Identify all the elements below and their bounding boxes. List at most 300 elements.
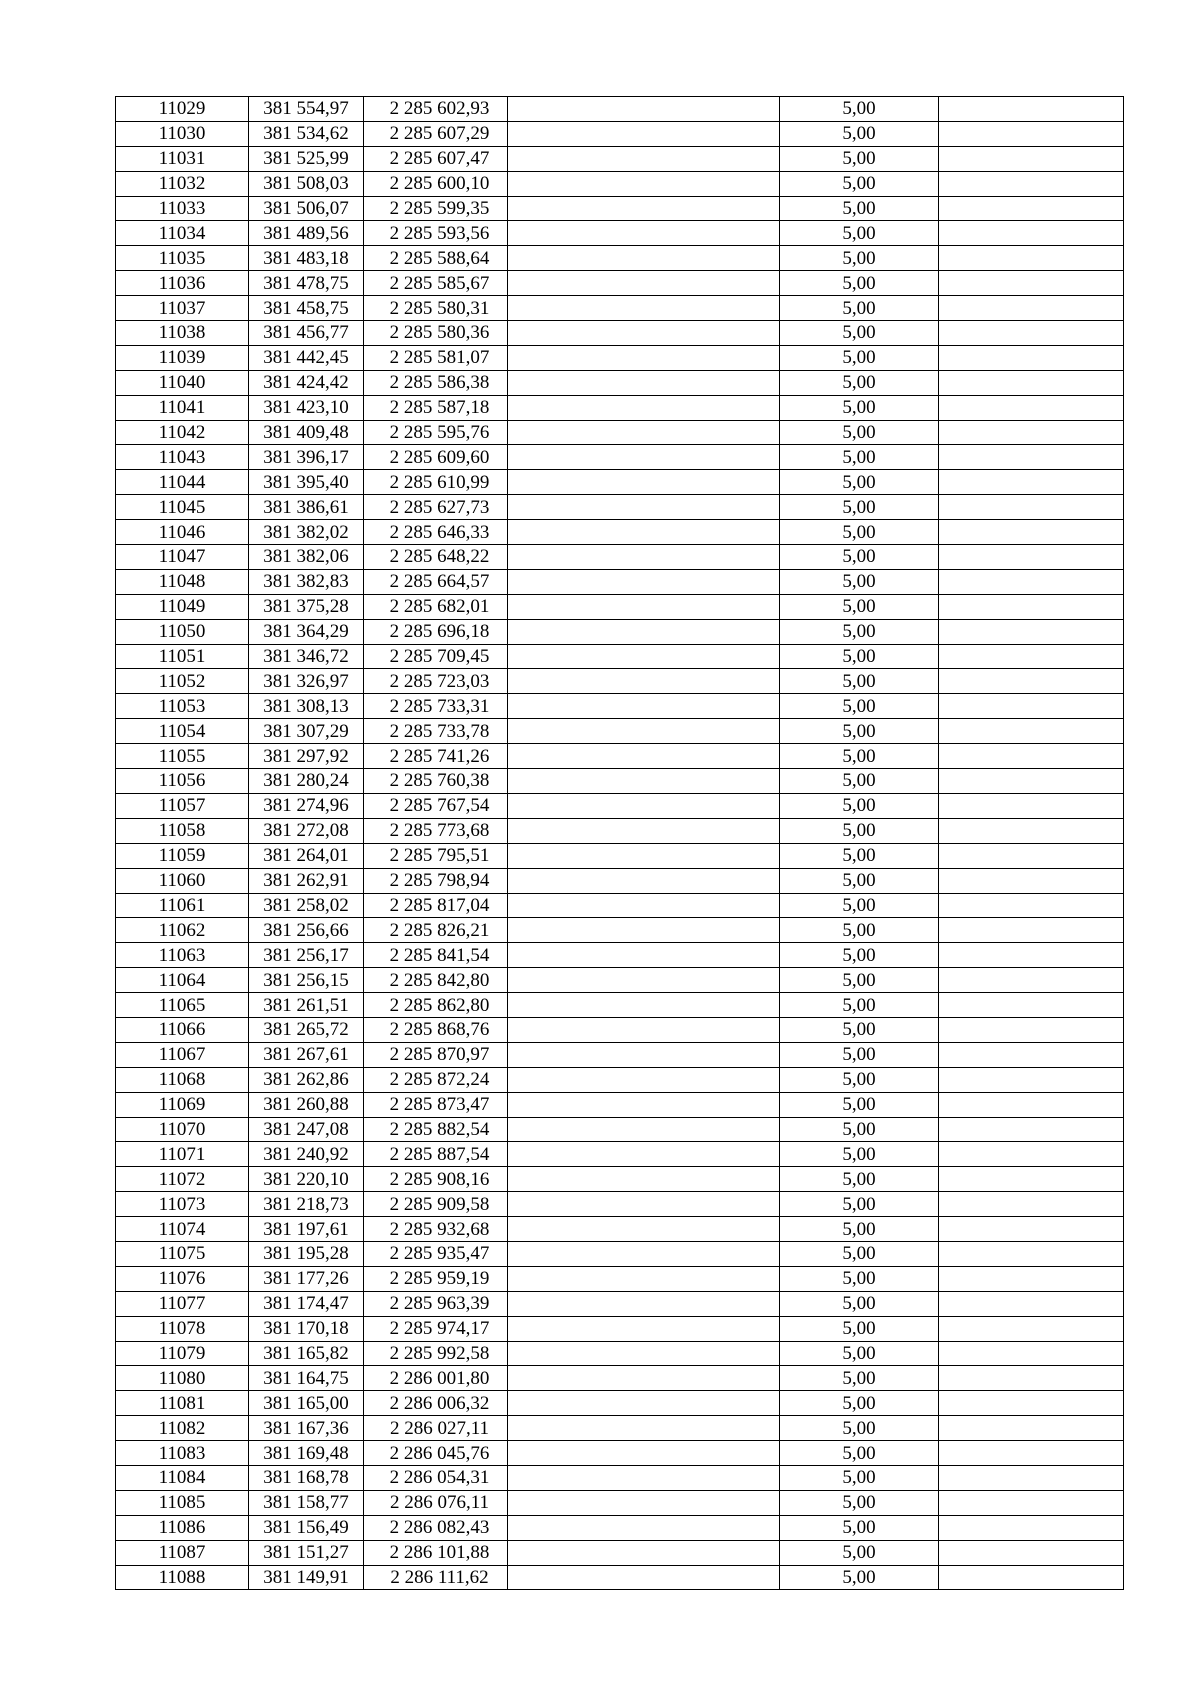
y-coordinate-cell: 2 285 586,38 — [364, 370, 508, 395]
y-coordinate-cell: 2 285 602,93 — [364, 97, 508, 122]
point-number-cell: 11058 — [116, 818, 249, 843]
y-coordinate-cell: 2 285 868,76 — [364, 1017, 508, 1042]
blank-cell — [939, 97, 1124, 122]
blank-cell — [939, 470, 1124, 495]
blank-cell — [939, 1391, 1124, 1416]
table-row — [116, 893, 1124, 918]
blank-cell — [508, 520, 780, 545]
point-number-cell: 11038 — [116, 321, 249, 346]
blank-cell — [939, 968, 1124, 993]
x-coordinate-cell: 381 382,83 — [249, 569, 364, 594]
table-row — [116, 97, 1124, 122]
table-row — [116, 221, 1124, 246]
point-number-cell: 11080 — [116, 1366, 249, 1391]
blank-cell — [508, 1490, 780, 1515]
blank-cell — [939, 196, 1124, 221]
blank-cell — [939, 370, 1124, 395]
value-cell: 5,00 — [780, 321, 939, 346]
y-coordinate-cell: 2 285 580,36 — [364, 321, 508, 346]
point-number-cell: 11081 — [116, 1391, 249, 1416]
x-coordinate-cell: 381 375,28 — [249, 594, 364, 619]
point-number-cell: 11053 — [116, 694, 249, 719]
table-row — [116, 1142, 1124, 1167]
x-coordinate-cell: 381 220,10 — [249, 1167, 364, 1192]
blank-cell — [508, 1465, 780, 1490]
point-number-cell: 11067 — [116, 1042, 249, 1067]
blank-cell — [939, 395, 1124, 420]
blank-cell — [939, 993, 1124, 1018]
table-row — [116, 1092, 1124, 1117]
table-row — [116, 121, 1124, 146]
table-row — [116, 1366, 1124, 1391]
value-cell: 5,00 — [780, 97, 939, 122]
table-row — [116, 1565, 1124, 1590]
value-cell: 5,00 — [780, 470, 939, 495]
value-cell: 5,00 — [780, 1241, 939, 1266]
table-row — [116, 271, 1124, 296]
value-cell: 5,00 — [780, 1465, 939, 1490]
table-row — [116, 594, 1124, 619]
point-number-cell: 11034 — [116, 221, 249, 246]
point-number-cell: 11051 — [116, 644, 249, 669]
y-coordinate-cell: 2 285 862,80 — [364, 993, 508, 1018]
x-coordinate-cell: 381 260,88 — [249, 1092, 364, 1117]
y-coordinate-cell: 2 285 607,47 — [364, 146, 508, 171]
y-coordinate-cell: 2 285 733,78 — [364, 719, 508, 744]
x-coordinate-cell: 381 274,96 — [249, 793, 364, 818]
blank-cell — [508, 818, 780, 843]
x-coordinate-cell: 381 164,75 — [249, 1366, 364, 1391]
blank-cell — [508, 171, 780, 196]
value-cell: 5,00 — [780, 545, 939, 570]
blank-cell — [508, 1042, 780, 1067]
y-coordinate-cell: 2 285 648,22 — [364, 545, 508, 570]
x-coordinate-cell: 381 489,56 — [249, 221, 364, 246]
blank-cell — [939, 1017, 1124, 1042]
blank-cell — [939, 420, 1124, 445]
x-coordinate-cell: 381 177,26 — [249, 1266, 364, 1291]
y-coordinate-cell: 2 286 111,62 — [364, 1565, 508, 1590]
y-coordinate-cell: 2 285 581,07 — [364, 345, 508, 370]
blank-cell — [939, 1266, 1124, 1291]
x-coordinate-cell: 381 396,17 — [249, 445, 364, 470]
value-cell: 5,00 — [780, 1142, 939, 1167]
table-row — [116, 1192, 1124, 1217]
x-coordinate-cell: 381 326,97 — [249, 669, 364, 694]
point-number-cell: 11064 — [116, 968, 249, 993]
x-coordinate-cell: 381 458,75 — [249, 296, 364, 321]
y-coordinate-cell: 2 285 607,29 — [364, 121, 508, 146]
value-cell: 5,00 — [780, 1391, 939, 1416]
y-coordinate-cell: 2 285 826,21 — [364, 918, 508, 943]
blank-cell — [939, 1142, 1124, 1167]
value-cell: 5,00 — [780, 918, 939, 943]
y-coordinate-cell: 2 285 887,54 — [364, 1142, 508, 1167]
value-cell: 5,00 — [780, 1316, 939, 1341]
blank-cell — [939, 1241, 1124, 1266]
blank-cell — [939, 893, 1124, 918]
blank-cell — [939, 1092, 1124, 1117]
y-coordinate-cell: 2 285 872,24 — [364, 1067, 508, 1092]
blank-cell — [508, 470, 780, 495]
blank-cell — [508, 793, 780, 818]
point-number-cell: 11042 — [116, 420, 249, 445]
blank-cell — [939, 1067, 1124, 1092]
x-coordinate-cell: 381 197,61 — [249, 1217, 364, 1242]
blank-cell — [939, 345, 1124, 370]
blank-cell — [508, 1565, 780, 1590]
table-row — [116, 619, 1124, 644]
value-cell: 5,00 — [780, 769, 939, 794]
blank-cell — [939, 1565, 1124, 1590]
point-number-cell: 11049 — [116, 594, 249, 619]
x-coordinate-cell: 381 525,99 — [249, 146, 364, 171]
x-coordinate-cell: 381 174,47 — [249, 1291, 364, 1316]
table-row — [116, 744, 1124, 769]
x-coordinate-cell: 381 256,15 — [249, 968, 364, 993]
point-number-cell: 11087 — [116, 1540, 249, 1565]
blank-cell — [939, 669, 1124, 694]
blank-cell — [508, 1142, 780, 1167]
point-number-cell: 11057 — [116, 793, 249, 818]
point-number-cell: 11085 — [116, 1490, 249, 1515]
x-coordinate-cell: 381 307,29 — [249, 719, 364, 744]
y-coordinate-cell: 2 285 595,76 — [364, 420, 508, 445]
value-cell: 5,00 — [780, 495, 939, 520]
blank-cell — [508, 744, 780, 769]
value-cell: 5,00 — [780, 246, 939, 271]
blank-cell — [508, 1291, 780, 1316]
blank-cell — [939, 221, 1124, 246]
y-coordinate-cell: 2 285 587,18 — [364, 395, 508, 420]
value-cell: 5,00 — [780, 644, 939, 669]
value-cell: 5,00 — [780, 1366, 939, 1391]
blank-cell — [508, 445, 780, 470]
x-coordinate-cell: 381 158,77 — [249, 1490, 364, 1515]
table-row — [116, 420, 1124, 445]
y-coordinate-cell: 2 286 027,11 — [364, 1416, 508, 1441]
x-coordinate-cell: 381 395,40 — [249, 470, 364, 495]
table-row — [116, 520, 1124, 545]
table-row — [116, 1167, 1124, 1192]
table-row — [116, 669, 1124, 694]
blank-cell — [939, 594, 1124, 619]
point-number-cell: 11065 — [116, 993, 249, 1018]
x-coordinate-cell: 381 483,18 — [249, 246, 364, 271]
value-cell: 5,00 — [780, 1042, 939, 1067]
blank-cell — [508, 1366, 780, 1391]
blank-cell — [939, 868, 1124, 893]
value-cell: 5,00 — [780, 1067, 939, 1092]
y-coordinate-cell: 2 285 908,16 — [364, 1167, 508, 1192]
blank-cell — [508, 545, 780, 570]
blank-cell — [939, 569, 1124, 594]
table-row — [116, 719, 1124, 744]
value-cell: 5,00 — [780, 843, 939, 868]
blank-cell — [508, 1266, 780, 1291]
x-coordinate-cell: 381 195,28 — [249, 1241, 364, 1266]
table-row — [116, 993, 1124, 1018]
y-coordinate-cell: 2 286 076,11 — [364, 1490, 508, 1515]
y-coordinate-cell: 2 286 054,31 — [364, 1465, 508, 1490]
x-coordinate-cell: 381 156,49 — [249, 1515, 364, 1540]
blank-cell — [508, 918, 780, 943]
x-coordinate-cell: 381 442,45 — [249, 345, 364, 370]
blank-cell — [508, 669, 780, 694]
x-coordinate-cell: 381 272,08 — [249, 818, 364, 843]
y-coordinate-cell: 2 286 006,32 — [364, 1391, 508, 1416]
table-row — [116, 470, 1124, 495]
value-cell: 5,00 — [780, 345, 939, 370]
blank-cell — [508, 1092, 780, 1117]
blank-cell — [939, 1540, 1124, 1565]
y-coordinate-cell: 2 285 935,47 — [364, 1241, 508, 1266]
point-number-cell: 11055 — [116, 744, 249, 769]
x-coordinate-cell: 381 267,61 — [249, 1042, 364, 1067]
table-row — [116, 918, 1124, 943]
y-coordinate-cell: 2 285 841,54 — [364, 943, 508, 968]
value-cell: 5,00 — [780, 744, 939, 769]
blank-cell — [508, 968, 780, 993]
blank-cell — [508, 246, 780, 271]
y-coordinate-cell: 2 285 588,64 — [364, 246, 508, 271]
blank-cell — [939, 818, 1124, 843]
blank-cell — [939, 321, 1124, 346]
point-number-cell: 11060 — [116, 868, 249, 893]
value-cell: 5,00 — [780, 1565, 939, 1590]
x-coordinate-cell: 381 149,91 — [249, 1565, 364, 1590]
coordinate-table-body — [116, 97, 1124, 1590]
blank-cell — [508, 993, 780, 1018]
blank-cell — [939, 146, 1124, 171]
point-number-cell: 11061 — [116, 893, 249, 918]
x-coordinate-cell: 381 151,27 — [249, 1540, 364, 1565]
y-coordinate-cell: 2 285 760,38 — [364, 769, 508, 794]
y-coordinate-cell: 2 285 609,60 — [364, 445, 508, 470]
blank-cell — [939, 296, 1124, 321]
table-row — [116, 146, 1124, 171]
y-coordinate-cell: 2 285 959,19 — [364, 1266, 508, 1291]
blank-cell — [939, 246, 1124, 271]
value-cell: 5,00 — [780, 221, 939, 246]
table-row — [116, 569, 1124, 594]
y-coordinate-cell: 2 285 600,10 — [364, 171, 508, 196]
blank-cell — [508, 1241, 780, 1266]
x-coordinate-cell: 381 262,86 — [249, 1067, 364, 1092]
blank-cell — [939, 1167, 1124, 1192]
y-coordinate-cell: 2 285 767,54 — [364, 793, 508, 818]
x-coordinate-cell: 381 256,17 — [249, 943, 364, 968]
blank-cell — [508, 1341, 780, 1366]
blank-cell — [508, 644, 780, 669]
point-number-cell: 11052 — [116, 669, 249, 694]
x-coordinate-cell: 381 386,61 — [249, 495, 364, 520]
x-coordinate-cell: 381 456,77 — [249, 321, 364, 346]
table-row — [116, 1416, 1124, 1441]
blank-cell — [508, 296, 780, 321]
value-cell: 5,00 — [780, 1017, 939, 1042]
value-cell: 5,00 — [780, 271, 939, 296]
point-number-cell: 11078 — [116, 1316, 249, 1341]
point-number-cell: 11036 — [116, 271, 249, 296]
point-number-cell: 11050 — [116, 619, 249, 644]
table-row — [116, 644, 1124, 669]
x-coordinate-cell: 381 346,72 — [249, 644, 364, 669]
blank-cell — [508, 619, 780, 644]
blank-cell — [508, 1391, 780, 1416]
x-coordinate-cell: 381 382,06 — [249, 545, 364, 570]
value-cell: 5,00 — [780, 146, 939, 171]
x-coordinate-cell: 381 534,62 — [249, 121, 364, 146]
point-number-cell: 11032 — [116, 171, 249, 196]
table-row — [116, 1441, 1124, 1466]
coordinate-table — [115, 96, 1124, 1590]
point-number-cell: 11043 — [116, 445, 249, 470]
value-cell: 5,00 — [780, 395, 939, 420]
value-cell: 5,00 — [780, 1540, 939, 1565]
y-coordinate-cell: 2 285 580,31 — [364, 296, 508, 321]
table-row — [116, 1117, 1124, 1142]
table-row — [116, 246, 1124, 271]
blank-cell — [508, 594, 780, 619]
blank-cell — [508, 271, 780, 296]
blank-cell — [939, 793, 1124, 818]
table-row — [116, 1291, 1124, 1316]
table-row — [116, 1540, 1124, 1565]
x-coordinate-cell: 381 167,36 — [249, 1416, 364, 1441]
x-coordinate-cell: 381 264,01 — [249, 843, 364, 868]
table-row — [116, 296, 1124, 321]
blank-cell — [939, 271, 1124, 296]
value-cell: 5,00 — [780, 370, 939, 395]
point-number-cell: 11033 — [116, 196, 249, 221]
value-cell: 5,00 — [780, 993, 939, 1018]
table-row — [116, 1042, 1124, 1067]
table-row — [116, 868, 1124, 893]
point-number-cell: 11030 — [116, 121, 249, 146]
point-number-cell: 11059 — [116, 843, 249, 868]
y-coordinate-cell: 2 285 733,31 — [364, 694, 508, 719]
x-coordinate-cell: 381 506,07 — [249, 196, 364, 221]
y-coordinate-cell: 2 285 627,73 — [364, 495, 508, 520]
point-number-cell: 11068 — [116, 1067, 249, 1092]
table-row — [116, 694, 1124, 719]
x-coordinate-cell: 381 280,24 — [249, 769, 364, 794]
blank-cell — [939, 619, 1124, 644]
blank-cell — [939, 495, 1124, 520]
point-number-cell: 11075 — [116, 1241, 249, 1266]
y-coordinate-cell: 2 286 101,88 — [364, 1540, 508, 1565]
blank-cell — [508, 868, 780, 893]
point-number-cell: 11071 — [116, 1142, 249, 1167]
point-number-cell: 11063 — [116, 943, 249, 968]
point-number-cell: 11037 — [116, 296, 249, 321]
point-number-cell: 11082 — [116, 1416, 249, 1441]
blank-cell — [508, 1067, 780, 1092]
y-coordinate-cell: 2 285 723,03 — [364, 669, 508, 694]
table-row — [116, 793, 1124, 818]
blank-cell — [939, 545, 1124, 570]
value-cell: 5,00 — [780, 594, 939, 619]
point-number-cell: 11035 — [116, 246, 249, 271]
table-row — [116, 495, 1124, 520]
value-cell: 5,00 — [780, 1441, 939, 1466]
blank-cell — [508, 694, 780, 719]
table-row — [116, 818, 1124, 843]
x-coordinate-cell: 381 382,02 — [249, 520, 364, 545]
blank-cell — [939, 1441, 1124, 1466]
y-coordinate-cell: 2 285 682,01 — [364, 594, 508, 619]
point-number-cell: 11073 — [116, 1192, 249, 1217]
value-cell: 5,00 — [780, 818, 939, 843]
blank-cell — [508, 221, 780, 246]
y-coordinate-cell: 2 285 798,94 — [364, 868, 508, 893]
y-coordinate-cell: 2 285 593,56 — [364, 221, 508, 246]
table-row — [116, 1341, 1124, 1366]
blank-cell — [508, 196, 780, 221]
blank-cell — [939, 1341, 1124, 1366]
x-coordinate-cell: 381 256,66 — [249, 918, 364, 943]
blank-cell — [508, 395, 780, 420]
blank-cell — [939, 644, 1124, 669]
table-row — [116, 769, 1124, 794]
blank-cell — [939, 1042, 1124, 1067]
y-coordinate-cell: 2 285 963,39 — [364, 1291, 508, 1316]
y-coordinate-cell: 2 285 795,51 — [364, 843, 508, 868]
x-coordinate-cell: 381 554,97 — [249, 97, 364, 122]
point-number-cell: 11070 — [116, 1117, 249, 1142]
value-cell: 5,00 — [780, 893, 939, 918]
blank-cell — [508, 719, 780, 744]
x-coordinate-cell: 381 265,72 — [249, 1017, 364, 1042]
table-row — [116, 943, 1124, 968]
blank-cell — [508, 1540, 780, 1565]
y-coordinate-cell: 2 285 709,45 — [364, 644, 508, 669]
blank-cell — [508, 1515, 780, 1540]
point-number-cell: 11074 — [116, 1217, 249, 1242]
blank-cell — [939, 769, 1124, 794]
point-number-cell: 11045 — [116, 495, 249, 520]
point-number-cell: 11031 — [116, 146, 249, 171]
table-row — [116, 1266, 1124, 1291]
point-number-cell: 11044 — [116, 470, 249, 495]
blank-cell — [508, 1192, 780, 1217]
value-cell: 5,00 — [780, 1167, 939, 1192]
value-cell: 5,00 — [780, 1217, 939, 1242]
point-number-cell: 11084 — [116, 1465, 249, 1490]
table-row — [116, 1515, 1124, 1540]
value-cell: 5,00 — [780, 793, 939, 818]
value-cell: 5,00 — [780, 719, 939, 744]
table-row — [116, 1241, 1124, 1266]
x-coordinate-cell: 381 423,10 — [249, 395, 364, 420]
blank-cell — [508, 495, 780, 520]
blank-cell — [939, 1515, 1124, 1540]
x-coordinate-cell: 381 165,82 — [249, 1341, 364, 1366]
y-coordinate-cell: 2 285 882,54 — [364, 1117, 508, 1142]
point-number-cell: 11086 — [116, 1515, 249, 1540]
x-coordinate-cell: 381 364,29 — [249, 619, 364, 644]
y-coordinate-cell: 2 285 773,68 — [364, 818, 508, 843]
y-coordinate-cell: 2 285 741,26 — [364, 744, 508, 769]
value-cell: 5,00 — [780, 1092, 939, 1117]
blank-cell — [508, 843, 780, 868]
blank-cell — [508, 1117, 780, 1142]
y-coordinate-cell: 2 285 870,97 — [364, 1042, 508, 1067]
table-row — [116, 1316, 1124, 1341]
point-number-cell: 11062 — [116, 918, 249, 943]
blank-cell — [508, 943, 780, 968]
